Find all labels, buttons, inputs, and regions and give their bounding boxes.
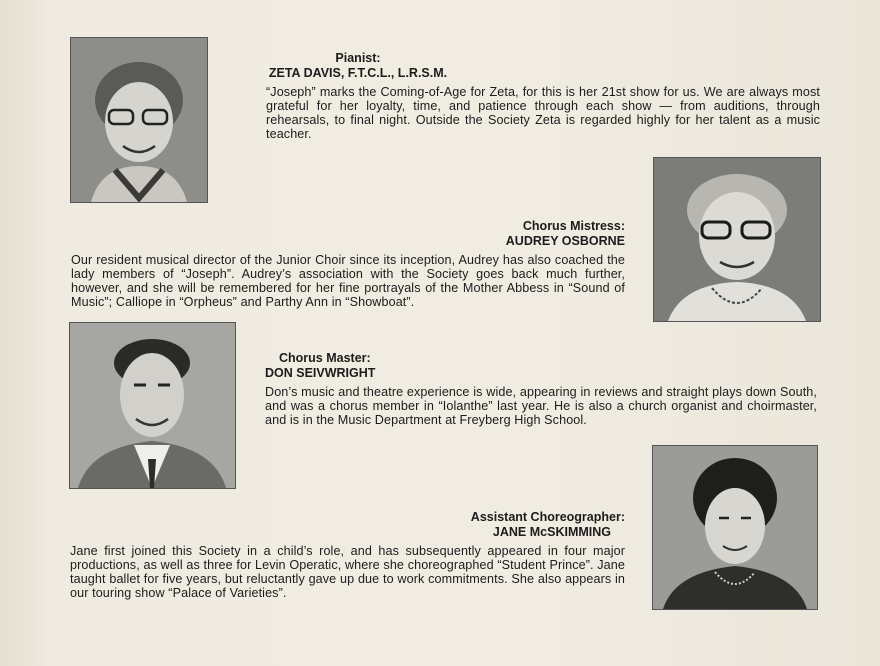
role-label: Pianist: (335, 51, 381, 65)
portrait-photo-audrey (654, 158, 820, 321)
person-name: ZETA DAVIS, F.T.C.L., L.R.S.M. (268, 66, 448, 80)
entry-audrey (71, 219, 625, 309)
portrait-photo-jane (653, 446, 817, 609)
portrait-man-icon (70, 323, 235, 488)
biography-text: Our resident musical director of the Junior Choir since its inception, Audrey has also coached the lady members of “Joseph”. Audrey’s association with the Society goes back much further, however, and she will be remembered for her fine portrayals of the Mother Abbess in “Sound of Music”; Calliope in “Orpheus” and Parthy Ann in “Showboat”. (71, 253, 625, 309)
entry-don (265, 351, 817, 427)
portrait-photo-don (70, 323, 235, 488)
biography-text: Don’s music and theatre experience is wide, appearing in reviews and straight plays down South, and was a chorus member in “Iolanthe” last year. He is also a church organist and choirmaster, and is in the Music Department at Freyberg High School. (265, 385, 817, 427)
portrait-photo-zeta (71, 38, 207, 202)
portrait-woman-glasses-icon (654, 158, 820, 321)
portrait-woman-icon (653, 446, 817, 609)
person-name: DON SEIVWRIGHT (265, 366, 376, 380)
role-label: Chorus Master: (279, 351, 371, 365)
biography-text: Jane first joined this Society in a child’s role, and has subsequently appeared in four major productions, as well as three for Levin Operatic, where she choreographed “Student Prince”. Jane taught ballet for five years, but reluctantly gave up due to work commitments. She also appears in our touring show “Palace of Varieties”. (70, 544, 625, 600)
biography-text: “Joseph” marks the Coming-of-Age for Zeta, for this is her 21st show for us. We are always most grateful for her loyalty, time, and patience through each show — from auditions, through rehearsals, to final night. Outside the Society Zeta is regarded highly for her talent as a music teacher. (266, 85, 820, 141)
person-name: AUDREY OSBORNE (505, 234, 625, 248)
entry-zeta (266, 51, 820, 141)
portrait-woman-glasses-icon (71, 38, 207, 202)
entry-jane (70, 510, 625, 600)
person-name: JANE McSKIMMING (492, 525, 611, 539)
role-label: Chorus Mistress: (522, 219, 625, 233)
role-label: Assistant Choreographer: (470, 510, 625, 524)
